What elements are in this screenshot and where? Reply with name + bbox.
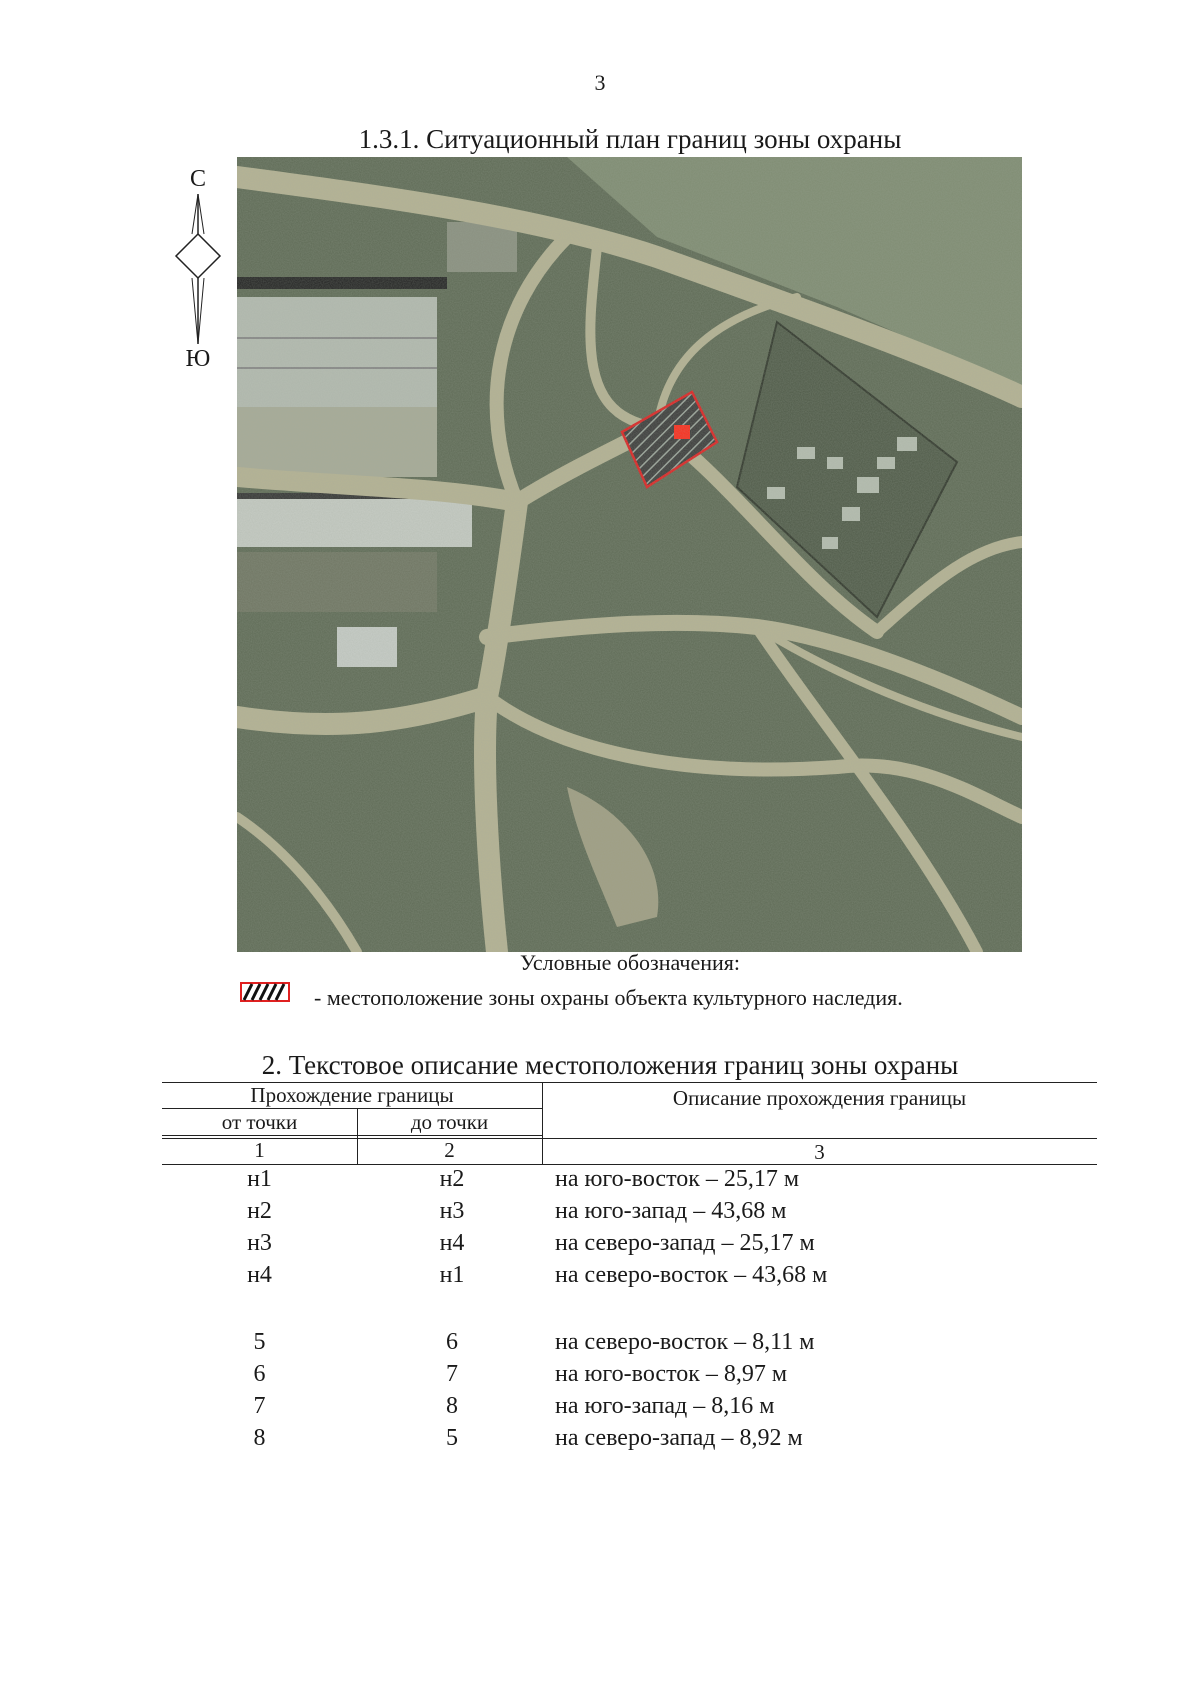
compass-south-label: Ю [185, 346, 211, 372]
compass-rose [170, 166, 226, 376]
header-col-number: 1 [254, 1138, 265, 1162]
to-point: 8 [446, 1393, 458, 1419]
from-point: н1 [247, 1166, 272, 1192]
table-row [162, 1425, 1097, 1457]
header-from-point: от точки [221, 1110, 298, 1134]
from-point: 6 [253, 1361, 266, 1387]
legend-text: - местоположение зоны охраны объекта культурного наследия. [314, 985, 903, 1010]
boundary-description: на северо-запад – 8,92 м [555, 1425, 803, 1451]
to-point: 6 [446, 1329, 458, 1355]
compass-north-label: С [189, 166, 206, 192]
table-row [162, 1198, 1097, 1230]
to-point: н1 [439, 1262, 465, 1288]
header-boundary-passage: Прохождение границы [250, 1083, 454, 1107]
header-to-point: до точки [410, 1110, 489, 1134]
from-point: 7 [253, 1393, 266, 1419]
table-row [162, 1262, 1097, 1294]
to-point: н4 [439, 1230, 465, 1256]
legend-hatched-swatch-icon [240, 982, 290, 1002]
from-point: н2 [247, 1198, 272, 1224]
header-col-number: 3 [814, 1140, 825, 1164]
boundary-description: на северо-восток – 43,68 м [555, 1262, 828, 1288]
table-row [162, 1166, 1097, 1198]
from-point: н3 [247, 1230, 272, 1256]
satellite-map [237, 157, 1022, 952]
table-title: 2. Текстовое описание местоположения границ зоны охраны [261, 1050, 959, 1080]
boundary-description: на юго-восток – 25,17 м [555, 1166, 800, 1192]
header-description: Описание прохождения границы [672, 1086, 967, 1110]
header-col-number: 2 [444, 1138, 455, 1162]
boundary-description: на юго-запад – 8,16 м [555, 1393, 775, 1419]
to-point: 7 [446, 1361, 458, 1387]
boundary-description: на северо-восток – 8,11 м [555, 1329, 815, 1355]
table-row [162, 1230, 1097, 1262]
from-point: 8 [253, 1425, 266, 1451]
legend-title: Условные обозначения: [519, 950, 741, 975]
page-number: 3 [594, 70, 606, 95]
boundary-description: на юго-восток – 8,97 м [555, 1361, 788, 1387]
satellite-image [237, 157, 1022, 952]
boundary-description: на юго-запад – 43,68 м [555, 1198, 787, 1224]
to-point: н2 [439, 1166, 465, 1192]
plan-title: 1.3.1. Ситуационный план границ зоны охраны [358, 124, 902, 154]
to-point: н3 [439, 1198, 465, 1224]
to-point: 5 [446, 1425, 458, 1451]
table-row [162, 1329, 1097, 1361]
from-point: 5 [253, 1329, 266, 1355]
table-row [162, 1361, 1097, 1393]
table-row [162, 1393, 1097, 1425]
compass-arrow-icon [170, 194, 226, 344]
from-point: н4 [247, 1262, 272, 1288]
boundary-description: на северо-запад – 25,17 м [555, 1230, 815, 1256]
